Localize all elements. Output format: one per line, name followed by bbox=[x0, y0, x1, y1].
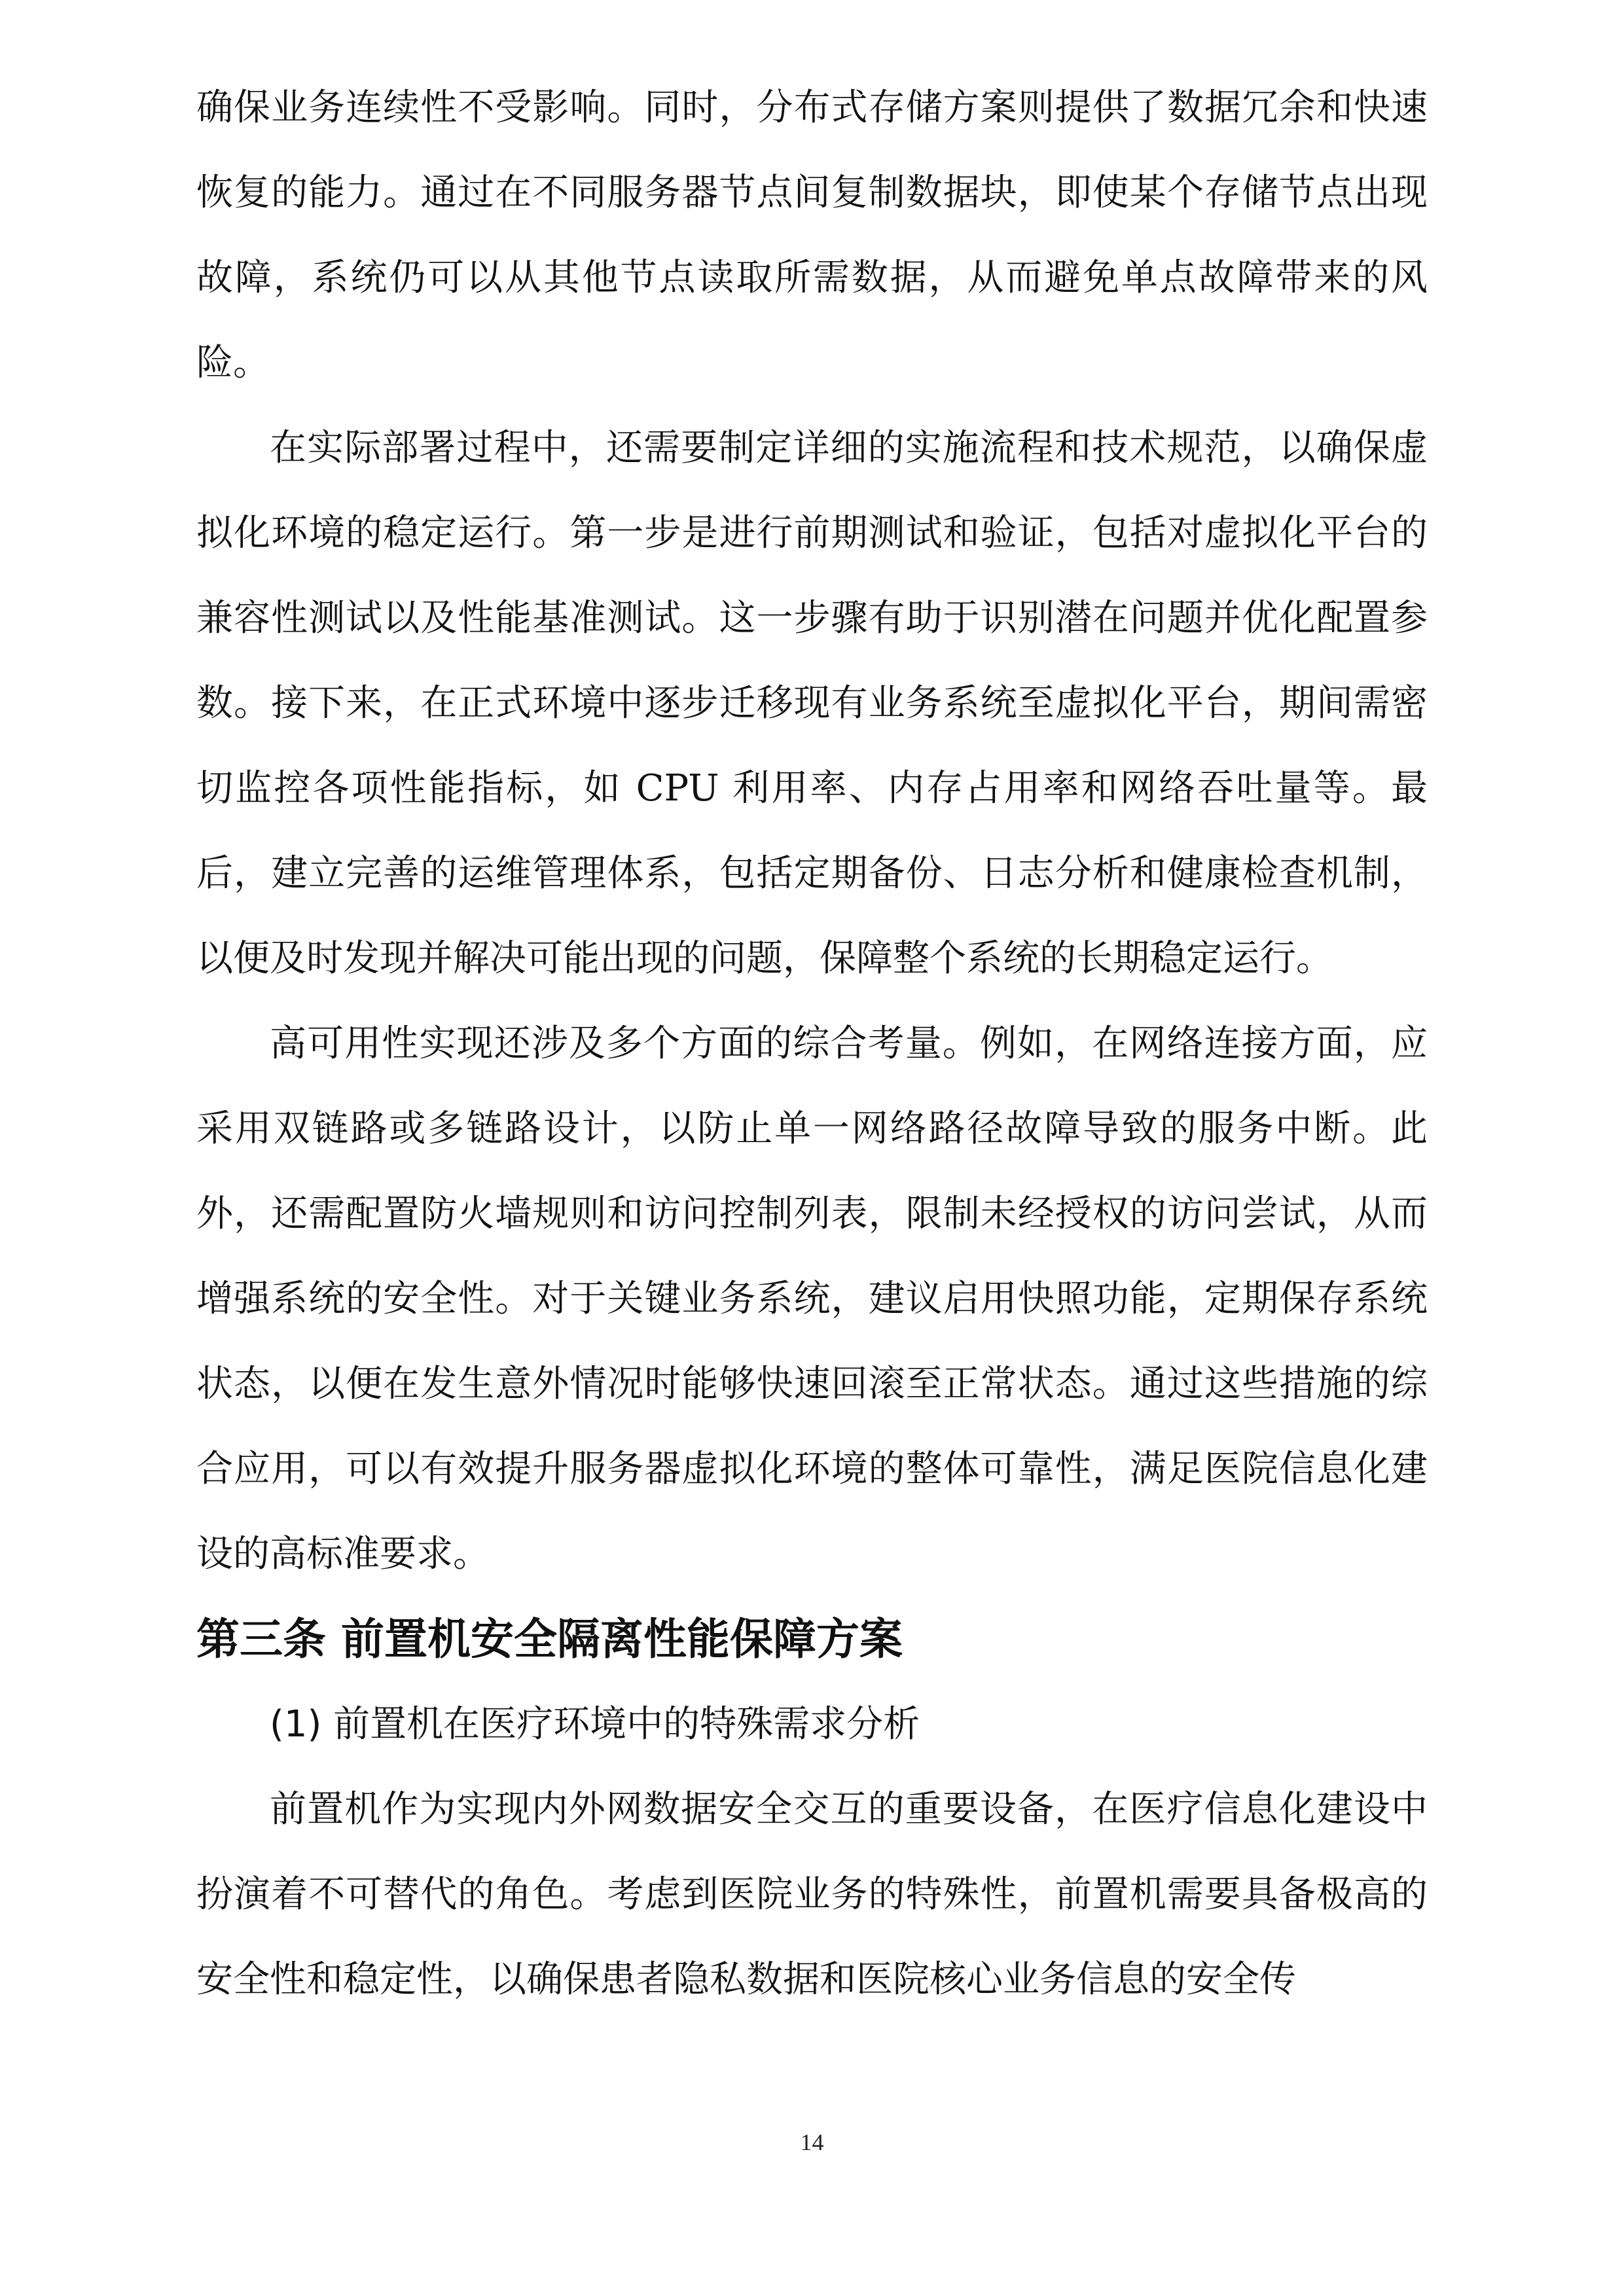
subsection-heading: (1) 前置机在医疗环境中的特殊需求分析 bbox=[270, 1703, 920, 1746]
paragraph-high-availability: 高可用性实现还涉及多个方面的综合考量。例如，在网络连接方面，应采用双链路或多链路设计，以防止单一网络路径故障导致的服务中断。此外，还需配置防火墙规则和访问控制列表，限制未经授权的访问尝试，从而增强系统的安全性。对于关键业务系统，建议启用快照功能，定期保存系统状态，以便在发生意外情况时能够快速回滚至正常状态。通过这些措施的综合应用，可以有效提升服务器虚拟化环境的整体可靠性，满足医院信息化建设的高标准要求。 bbox=[196, 1022, 1428, 1575]
paragraph-storage-continuation: 确保业务连续性不受影响。同时，分布式存储方案则提供了数据冗余和快速恢复的能力。通过在不同服务器节点间复制数据块，即使某个存储节点出现故障，系统仍可以从其他节点读取所需数据，从而避免单点故障带来的风险。 bbox=[196, 86, 1428, 384]
paragraph-front-end-processor: 前置机作为实现内外网数据安全交互的重要设备，在医疗信息化建设中扮演着不可替代的角色。考虑到医院业务的特殊性，前置机需要具备极高的安全性和稳定性，以确保患者隐私数据和医院核心业务信息的安全传 bbox=[196, 1788, 1428, 2001]
document-body bbox=[196, 65, 1428, 2022]
section-title: 第三条 前置机安全隔离性能保障方案 bbox=[196, 1614, 903, 1664]
page-number: 14 bbox=[800, 2129, 824, 2155]
paragraph-deployment-process: 在实际部署过程中，还需要制定详细的实施流程和技术规范，以确保虚拟化环境的稳定运行。第一步是进行前期测试和验证，包括对虚拟化平台的兼容性测试以及性能基准测试。这一步骤有助于识别潜在问题并优化配置参数。接下来，在正式环境中逐步迁移现有业务系统至虚拟化平台，期间需密切监控各项性能指标，如 CPU 利用率、内存占用率和网络吞吐量等。最后，建立完善的运维管理体系，包括定期备份、日志分析和健康检查机制，以便及时发现并解决可能出现的问题，保障整个系统的长期稳定运行。 bbox=[196, 427, 1428, 980]
